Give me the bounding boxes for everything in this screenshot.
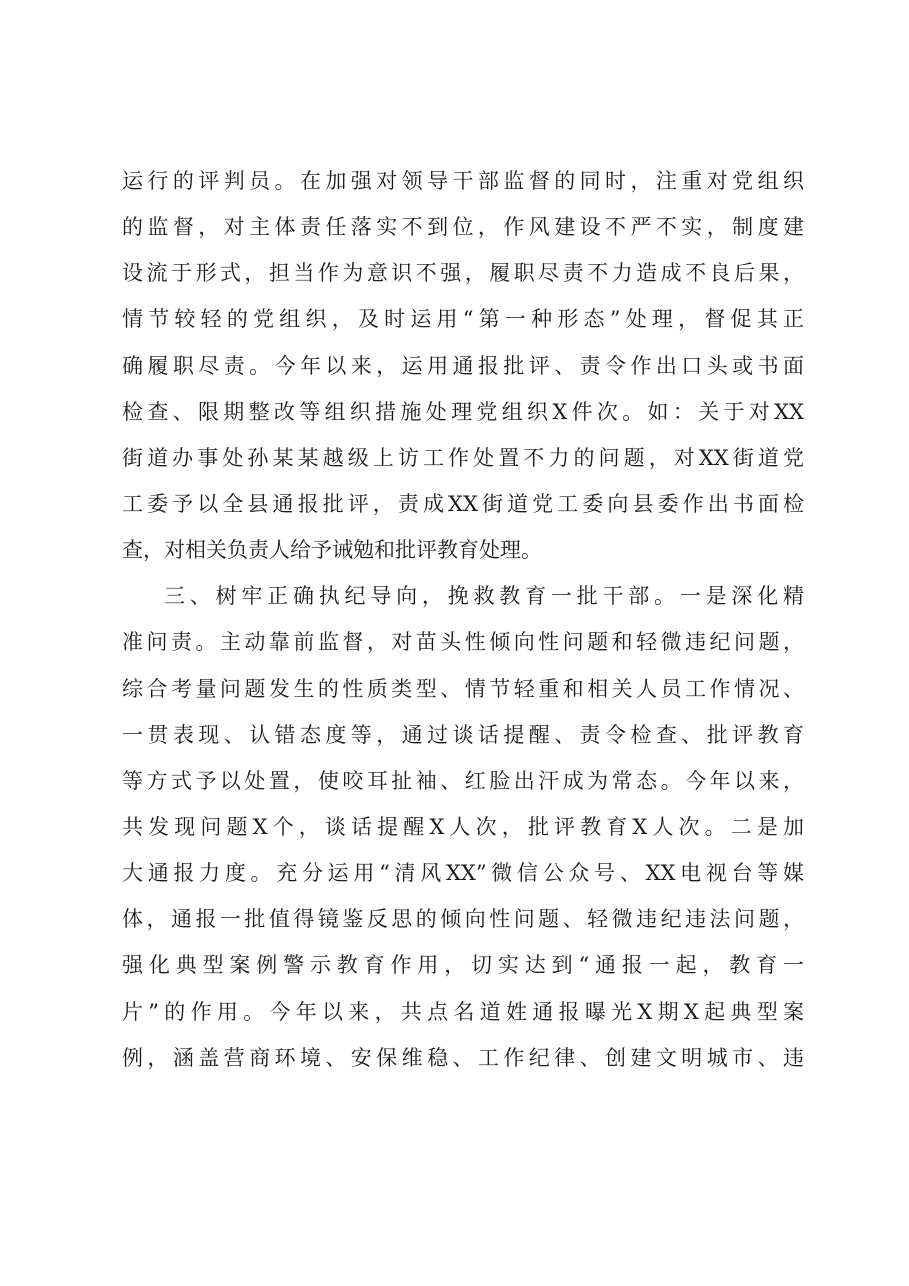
text-line: 准问责。主动靠前监督，对苗头性倾向性问题和轻微违纪问题，: [122, 630, 804, 655]
text-line: 共发现问题X个，谈话提醒X人次，批评教育X人次。二是加: [122, 814, 804, 839]
text-line: 等方式予以处置，使咬耳扯袖、红脸出汗成为常态。今年以来，: [122, 768, 804, 793]
text-line: 设流于形式，担当作为意识不强，履职尽责不力造成不良后果，: [122, 261, 804, 286]
text-line: 综合考量问题发生的性质类型、情节轻重和相关人员工作情况、: [122, 676, 804, 701]
text-line: 三、树牢正确执纪导向，挽救教育一批干部。一是深化精: [164, 584, 804, 609]
text-line: 片”的作用。今年以来，共点名道姓通报曝光X期X起典型案: [122, 999, 804, 1024]
text-line: 查，对相关负责人给予诫勉和批评教育处理。: [122, 538, 542, 563]
text-line: 检查、限期整改等组织措施处理党组织X件次。如：关于对XX: [122, 399, 804, 424]
text-line: 大通报力度。充分运用“清风XX”微信公众号、XX电视台等媒: [122, 861, 804, 886]
text-line: 的监督，对主体责任落实不到位，作风建设不严不实，制度建: [122, 215, 804, 240]
text-line: 工委予以全县通报批评，责成XX街道党工委向县委作出书面检: [122, 491, 804, 516]
text-line: 街道办事处孙某某越级上访工作处置不力的问题，对XX街道党: [122, 445, 804, 470]
text-line: 体，通报一批值得镜鉴反思的倾向性问题、轻微违纪违法问题，: [122, 907, 804, 932]
text-line: 情节较轻的党组织，及时运用“第一种形态”处理，督促其正: [122, 307, 804, 332]
text-line: 确履职尽责。今年以来，运用通报批评、责令作出口头或书面: [122, 353, 804, 378]
text-line: 强化典型案例警示教育作用，切实达到“通报一起，教育一: [122, 953, 804, 978]
text-line: 一贯表现、认错态度等，通过谈话提醒、责令检查、批评教育: [122, 722, 804, 747]
body-text: [122, 158, 804, 1081]
text-line: 运行的评判员。在加强对领导干部监督的同时，注重对党组织: [122, 169, 804, 193]
text-line: 例，涵盖营商环境、安保维稳、工作纪律、创建文明城市、违: [122, 1045, 804, 1070]
